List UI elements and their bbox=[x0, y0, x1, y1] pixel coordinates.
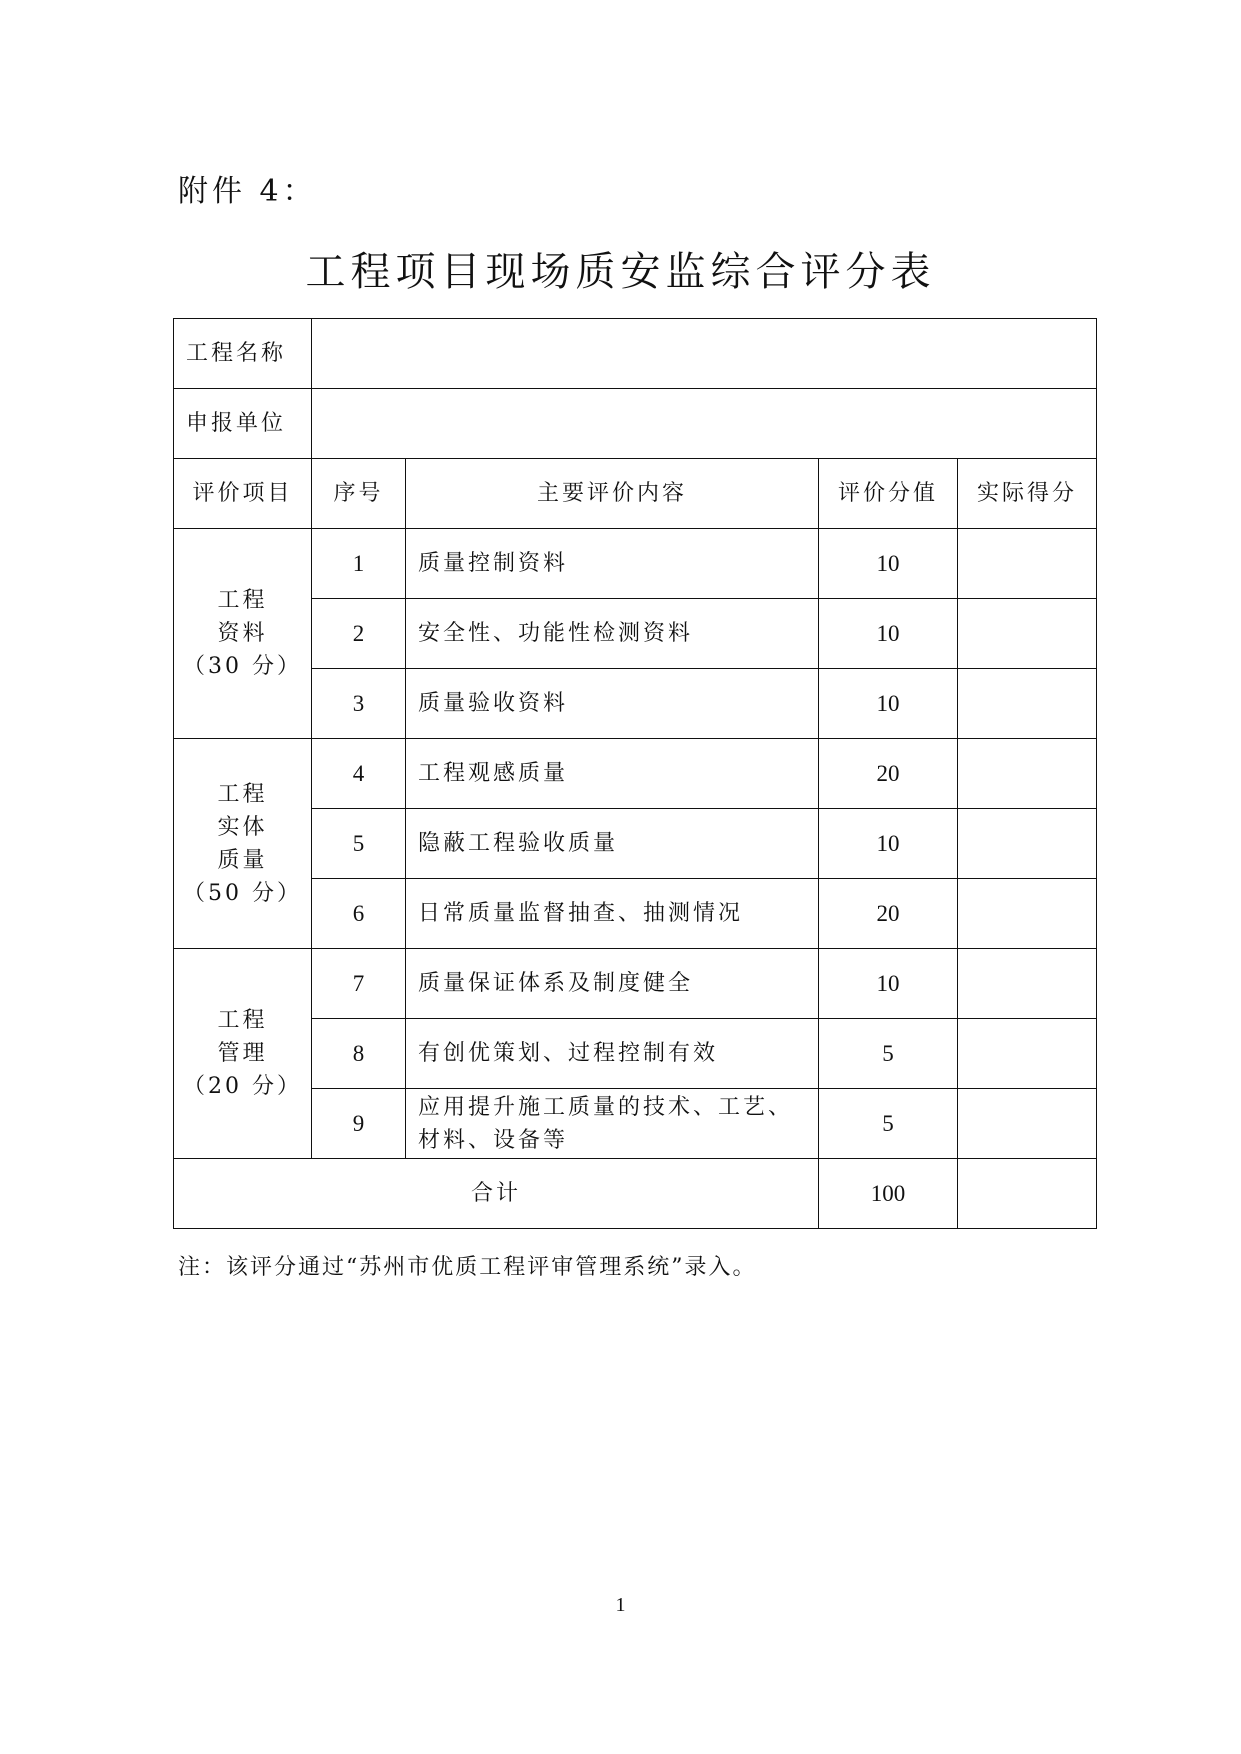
table-row bbox=[174, 669, 1097, 739]
table-row bbox=[174, 529, 1097, 599]
row-content: 隐蔽工程验收质量 bbox=[406, 809, 819, 879]
row-points: 5 bbox=[819, 1019, 958, 1089]
total-row bbox=[174, 1159, 1097, 1229]
row-index: 1 bbox=[312, 529, 406, 599]
page-number: 1 bbox=[615, 1594, 626, 1616]
table-row bbox=[174, 879, 1097, 949]
total-actual-score[interactable] bbox=[958, 1159, 1097, 1229]
row-index: 5 bbox=[312, 809, 406, 879]
category-line: 管理 bbox=[217, 1041, 268, 1066]
applicant-label: 申报单位 bbox=[174, 389, 312, 459]
document-title: 工程项目现场质安监综合评分表 bbox=[305, 249, 936, 295]
column-header-index: 序号 bbox=[312, 459, 406, 529]
row-content: 质量控制资料 bbox=[406, 529, 819, 599]
table-row bbox=[174, 739, 1097, 809]
table-row bbox=[174, 1089, 1097, 1159]
applicant-row bbox=[174, 389, 1097, 459]
row-content: 应用提升施工质量的技术、工艺、材料、设备等 bbox=[406, 1089, 819, 1159]
footnote: 注：该评分通过“苏州市优质工程评审管理系统”录入。 bbox=[178, 1255, 757, 1280]
category-cell-management bbox=[174, 949, 312, 1159]
category-line: （50 分） bbox=[183, 880, 302, 906]
column-header-points: 评价分值 bbox=[819, 459, 958, 529]
table-row bbox=[174, 809, 1097, 879]
total-label: 合计 bbox=[174, 1159, 819, 1229]
category-line: 工程 bbox=[217, 588, 268, 613]
row-actual-score[interactable] bbox=[958, 1019, 1097, 1089]
row-index: 9 bbox=[312, 1089, 406, 1159]
row-actual-score[interactable] bbox=[958, 879, 1097, 949]
category-line: 资料 bbox=[217, 621, 268, 646]
table-row bbox=[174, 949, 1097, 1019]
row-actual-score[interactable] bbox=[958, 949, 1097, 1019]
row-points: 20 bbox=[819, 739, 958, 809]
row-actual-score[interactable] bbox=[958, 599, 1097, 669]
row-index: 2 bbox=[312, 599, 406, 669]
row-content: 有创优策划、过程控制有效 bbox=[406, 1019, 819, 1089]
row-index: 3 bbox=[312, 669, 406, 739]
row-points: 10 bbox=[819, 669, 958, 739]
row-points: 10 bbox=[819, 949, 958, 1019]
row-points: 20 bbox=[819, 879, 958, 949]
row-actual-score[interactable] bbox=[958, 669, 1097, 739]
row-index: 8 bbox=[312, 1019, 406, 1089]
row-actual-score[interactable] bbox=[958, 739, 1097, 809]
category-line: （20 分） bbox=[183, 1074, 302, 1099]
table-row bbox=[174, 599, 1097, 669]
category-cell-entity bbox=[174, 739, 312, 949]
project-name-row bbox=[174, 319, 1097, 389]
category-line: 工程 bbox=[217, 781, 268, 807]
row-content: 质量验收资料 bbox=[406, 669, 819, 739]
category-line: 实体 bbox=[217, 814, 268, 840]
row-index: 6 bbox=[312, 879, 406, 949]
project-name-field[interactable] bbox=[312, 319, 1097, 389]
row-content: 质量保证体系及制度健全 bbox=[406, 949, 819, 1019]
row-points: 5 bbox=[819, 1089, 958, 1159]
category-cell-docs bbox=[174, 529, 312, 739]
category-line: （30 分） bbox=[183, 654, 302, 679]
total-points: 100 bbox=[819, 1159, 958, 1229]
row-index: 7 bbox=[312, 949, 406, 1019]
applicant-field[interactable] bbox=[312, 389, 1097, 459]
category-line: 质量 bbox=[217, 847, 268, 873]
row-content: 工程观感质量 bbox=[406, 739, 819, 809]
column-header-row bbox=[174, 459, 1097, 529]
row-actual-score[interactable] bbox=[958, 809, 1097, 879]
column-header-category: 评价项目 bbox=[174, 459, 312, 529]
attachment-label: 附件 4： bbox=[178, 174, 317, 209]
row-index: 4 bbox=[312, 739, 406, 809]
row-points: 10 bbox=[819, 529, 958, 599]
row-points: 10 bbox=[819, 809, 958, 879]
table-row bbox=[174, 1019, 1097, 1089]
row-content: 日常质量监督抽查、抽测情况 bbox=[406, 879, 819, 949]
row-actual-score[interactable] bbox=[958, 529, 1097, 599]
column-header-actual: 实际得分 bbox=[958, 459, 1097, 529]
project-name-label: 工程名称 bbox=[174, 319, 312, 389]
row-actual-score[interactable] bbox=[958, 1089, 1097, 1159]
category-line: 工程 bbox=[217, 1008, 268, 1033]
row-points: 10 bbox=[819, 599, 958, 669]
row-content: 安全性、功能性检测资料 bbox=[406, 599, 819, 669]
column-header-content: 主要评价内容 bbox=[406, 459, 819, 529]
score-table bbox=[173, 318, 1097, 1229]
